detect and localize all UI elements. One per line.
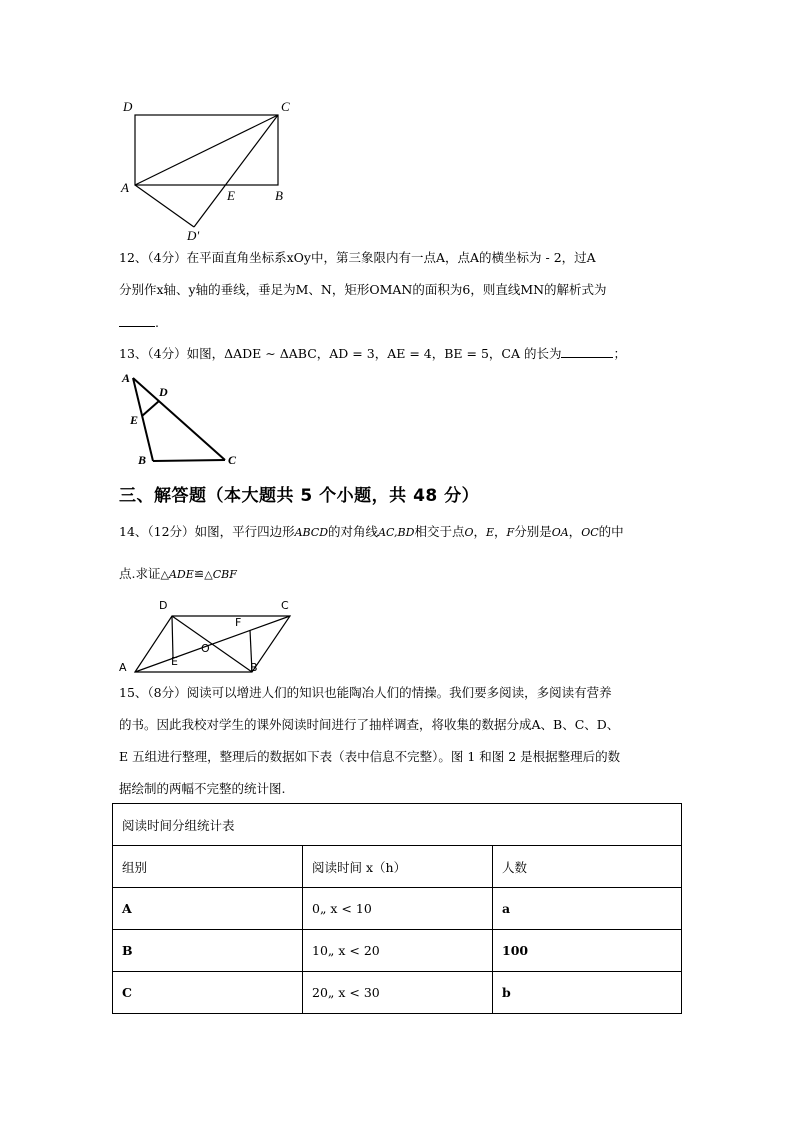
q12-text-line1: 在平面直角坐标系xOy中，第三象限内有一点A，点A的横坐标为 - 2，过A xyxy=(186,250,596,265)
tri-label-c: C xyxy=(228,453,237,467)
q12-line1 xyxy=(119,250,596,266)
tri-label-d: D xyxy=(159,385,168,399)
q15-line1 xyxy=(119,685,612,701)
q13-number: 13、（4分） xyxy=(119,346,187,361)
table-row xyxy=(113,930,682,972)
q14-triangle-cbf: △CBF xyxy=(204,568,237,581)
q14-acbd: AC,BD xyxy=(378,526,415,539)
q14-comma1: ， xyxy=(473,524,486,539)
q15-number: 15、（8分） xyxy=(119,685,187,700)
para-label-a: A xyxy=(119,661,127,674)
header-group: 组别 xyxy=(113,846,303,888)
q14-oc: OC xyxy=(581,526,599,539)
table-title: 阅读时间分组统计表 xyxy=(113,804,682,846)
cell-range: 10„ x < 20 xyxy=(303,930,493,972)
q13-line xyxy=(119,345,626,362)
q13-answer-blank[interactable] xyxy=(561,345,613,358)
line-cd-prime xyxy=(194,115,278,227)
q14-text-c: 相交于点 xyxy=(414,524,465,539)
para-label-e: E xyxy=(171,655,178,668)
q14-line1 xyxy=(119,524,624,541)
parallelogram-figure xyxy=(115,595,305,680)
q14-text-line2: 点.求证 xyxy=(119,566,161,581)
tri-label-b: B xyxy=(138,453,147,467)
para-label-b: B xyxy=(250,661,258,674)
label-a: A xyxy=(121,180,129,195)
cell-range: 0„ x < 10 xyxy=(303,888,493,930)
side-bc xyxy=(153,460,225,461)
table-row xyxy=(113,972,682,1014)
q14-abcd: ABCD xyxy=(294,526,329,539)
q14-number: 14、（12分） xyxy=(119,524,195,539)
label-b: B xyxy=(275,188,283,203)
q14-text-e: 的中 xyxy=(598,524,624,539)
q15-text-line2: 的书。因此我校对学生的课外阅读时间进行了抽样调查，将收集的数据分成A、B、C、D、 xyxy=(119,717,620,732)
triangle-ade-abc-figure xyxy=(120,368,250,468)
q13-text: 如图，ΔADE ∼ ΔABC，AD = 3，AE = 4，BE = 5，CA 的长为 xyxy=(186,346,562,361)
label-d-prime: D' xyxy=(187,228,200,243)
diagonal-ac xyxy=(135,115,278,185)
q12-number: 12、（4分） xyxy=(119,250,187,265)
q14-line2 xyxy=(119,566,237,583)
q15-line4 xyxy=(119,781,285,797)
q12-line3 xyxy=(119,314,159,331)
q14-congruent-symbol: ≌ xyxy=(193,566,205,581)
section-heading: 三、解答题（本大题共 5 个小题，共 48 分） xyxy=(119,486,480,506)
q14-text-a: 如图，平行四边形 xyxy=(194,524,295,539)
q14-comma3: ， xyxy=(568,524,582,539)
cell-count: a xyxy=(493,888,682,930)
cell-range: 20„ x < 30 xyxy=(303,972,493,1014)
cell-group: C xyxy=(113,972,303,1014)
label-d: D xyxy=(123,99,133,114)
q12-text-line2: 分别作x轴、y轴的垂线，垂足为M、N，矩形OMAN的面积为6，则直线MN的解析式为 xyxy=(119,282,607,297)
cell-count: 100 xyxy=(493,930,682,972)
label-c: C xyxy=(281,99,290,114)
q14-oa: OA xyxy=(551,526,569,539)
header-time: 阅读时间 x（h） xyxy=(303,846,493,888)
para-label-d: D xyxy=(159,599,168,612)
q15-line2 xyxy=(119,717,619,733)
q14-text-d: 分别是 xyxy=(514,524,552,539)
para-label-o: O xyxy=(201,642,210,655)
q12-line2 xyxy=(119,282,607,298)
q14-comma2: ， xyxy=(494,524,507,539)
q15-text-line1: 阅读可以增进人们的知识也能陶冶人们的情操。我们要多阅读，多阅读有营养 xyxy=(186,685,612,700)
para-label-f: F xyxy=(235,616,242,629)
q15-text-line4: 据绘制的两幅不完整的统计图. xyxy=(119,781,286,796)
rectangle-fold-figure xyxy=(115,95,315,245)
segment-de xyxy=(172,616,173,658)
line-ad-prime xyxy=(135,185,194,227)
q14-e: E xyxy=(486,526,495,539)
table-row xyxy=(113,888,682,930)
q12-period: . xyxy=(155,315,159,330)
segment-de xyxy=(142,401,159,416)
q15-text-line3: E 五组进行整理，整理后的数据如下表（表中信息不完整）。图 1 和图 2 是根据整理后的数 xyxy=(119,749,621,764)
tri-label-a: A xyxy=(122,371,131,385)
table-header-row xyxy=(113,846,682,888)
tri-label-e: E xyxy=(130,413,139,427)
q15-line3 xyxy=(119,749,620,765)
q13-end: ； xyxy=(613,346,626,361)
reading-time-table xyxy=(112,803,682,1014)
cell-group: B xyxy=(113,930,303,972)
table-title-row xyxy=(113,804,682,846)
q14-o: O xyxy=(464,526,474,539)
q12-answer-blank[interactable] xyxy=(119,314,155,327)
para-label-c: C xyxy=(281,599,289,612)
cell-count: b xyxy=(493,972,682,1014)
hidden-guide xyxy=(173,658,252,672)
header-count: 人数 xyxy=(493,846,682,888)
side-ac xyxy=(133,378,225,460)
q14-text-b: 的对角线 xyxy=(328,524,379,539)
q14-triangle-ade: △ADE xyxy=(160,568,194,581)
q14-f: F xyxy=(506,526,515,539)
label-e: E xyxy=(227,188,235,203)
cell-group: A xyxy=(113,888,303,930)
